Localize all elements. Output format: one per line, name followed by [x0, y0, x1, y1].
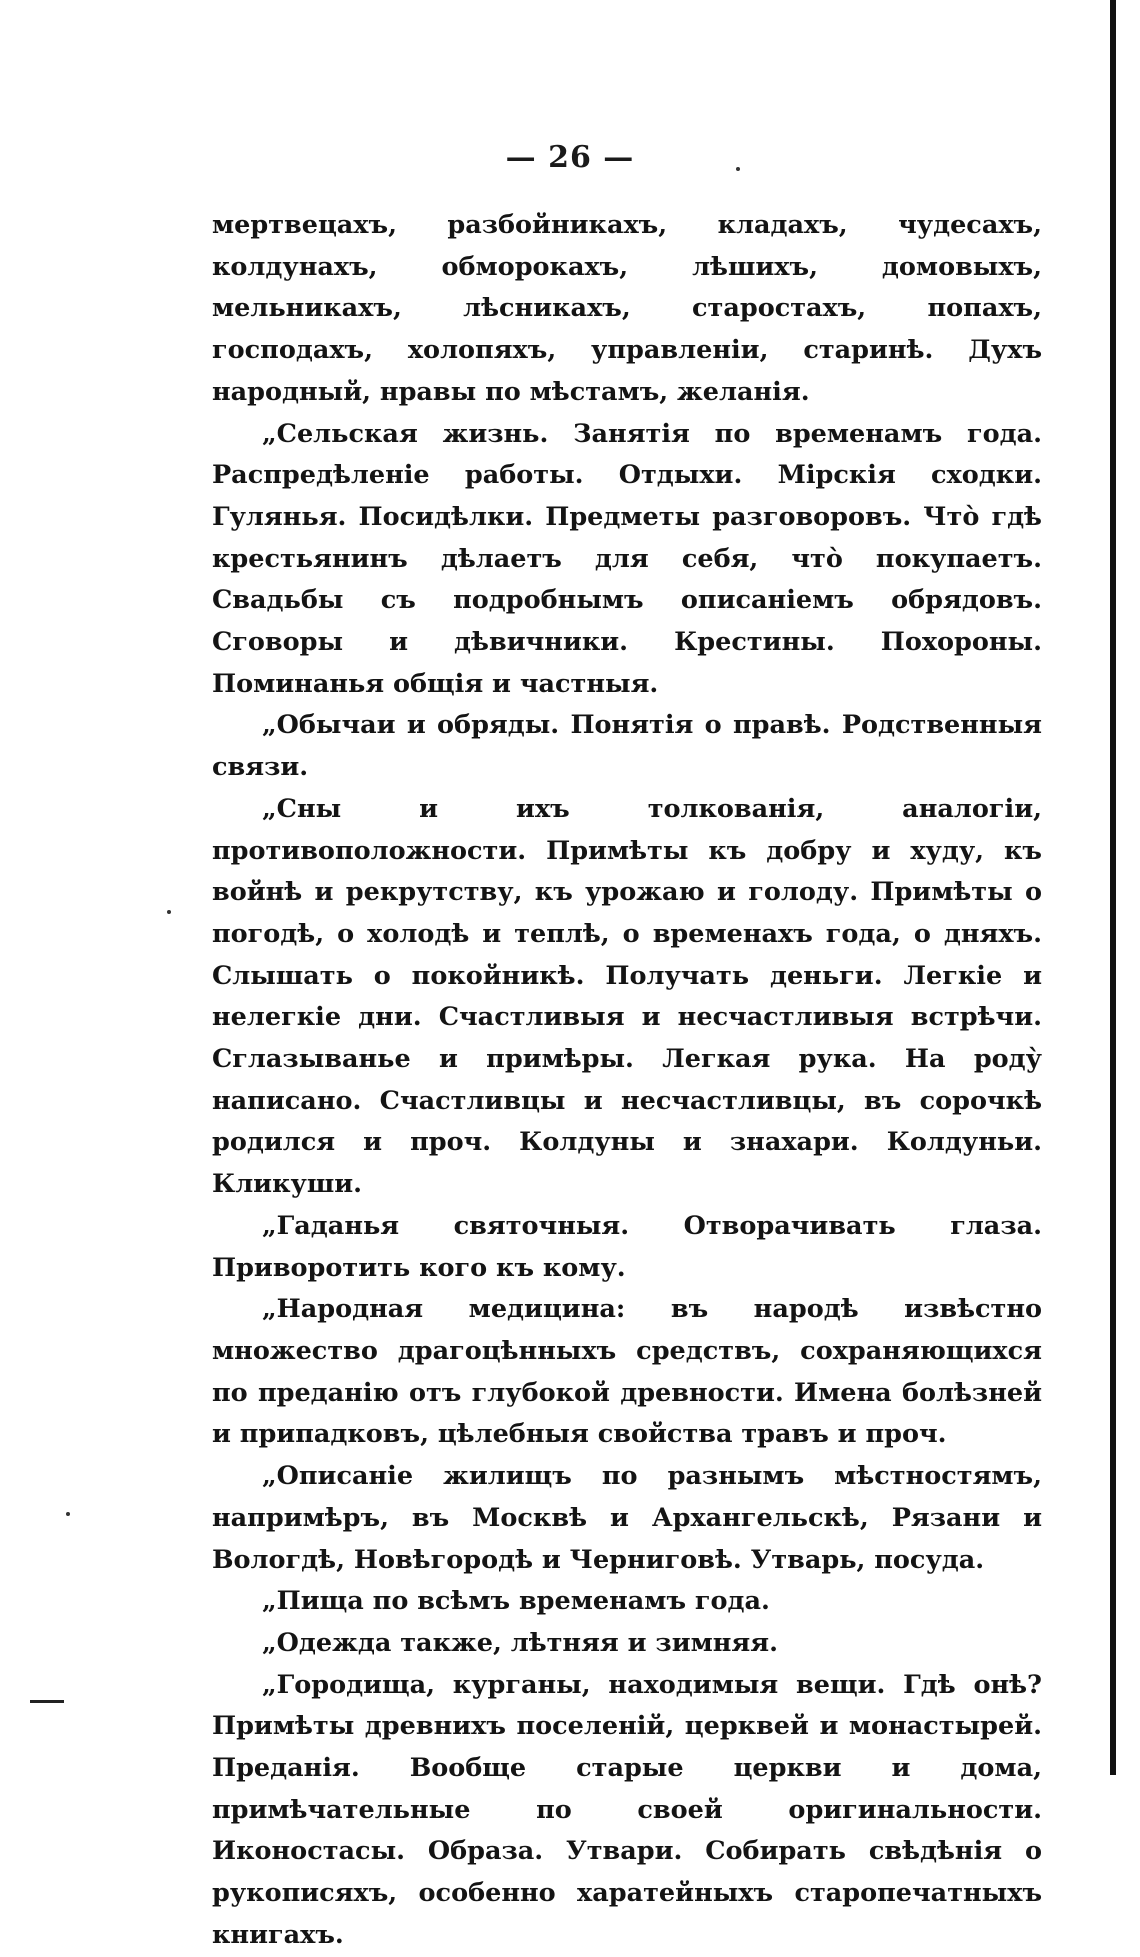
paragraph: „Описаніе жилищъ по разнымъ мѣстностямъ, напримѣръ, въ Москвѣ и Архангельскѣ, Рязани и Вологдѣ, Новѣгородѣ и Черниговѣ. Утварь, посуда.	[212, 1461, 1042, 1575]
scan-speck	[167, 910, 171, 914]
paragraph: „Сельская жизнь. Занятія по временамъ года. Распредѣленіе работы. Отдыхи. Мірскія сходки. Гулянья. Посидѣлки. Предметы разговоровъ. Чтò гдѣ крестьянинъ дѣлаетъ для себя, чтò покупаетъ. Свадьбы съ подробнымъ описаніемъ обрядовъ. Сговоры и дѣвичники. Крестины. Похороны. Поминанья общія и частныя.	[212, 418, 1042, 699]
scan-speck	[736, 167, 740, 171]
page-number: — 26 —	[505, 140, 635, 175]
paragraph: „Обычаи и обряды. Понятія о правѣ. Родственныя связи.	[212, 710, 1042, 783]
paragraph: „Гаданья святочныя. Отворачивать глаза. Приворотить кого къ кому.	[212, 1210, 1042, 1283]
paragraph: „Сны и ихъ толкованія, аналогіи, противоположности. Примѣты къ добру и худу, къ войнѣ и рекрутству, къ урожаю и голоду. Примѣты о погодѣ, о холодѣ и теплѣ, о временахъ года, о дняхъ. Слышать о покойникѣ. Получать деньги. Легкіе и нелегкіе дни. Счастливыя и несчастливыя встрѣчи. Сглазыванье и примѣры. Легкая рука. На роду̀ написано. Счастливцы и несчастливцы, въ сорочкѣ родился и проч. Колдуны и знахари. Колдуньи. Кликуши.	[212, 793, 1042, 1200]
paragraph: „Одежда также, лѣтняя и зимняя.	[262, 1627, 778, 1658]
scan-speck	[66, 1512, 70, 1516]
body-text	[212, 205, 1042, 1957]
paragraph: „Народная медицина: въ народѣ извѣстно множество драгоцѣнныхъ средствъ, сохраняющихся по преданію отъ глубокой древности. Имена болѣзней и припадковъ, цѣлебныя свойства травъ и проч.	[212, 1294, 1042, 1450]
page-edge-rule	[1110, 0, 1116, 1775]
paragraph: „Городища, курганы, находимыя вещи. Гдѣ онѣ? Примѣты древнихъ поселеній, церквей и монастырей. Преданія. Вообще старые церкви и дома, примѣчательные по своей оригинальности. Иконостасы. Образа. Утвари. Собирать свѣдѣнія о рукописяхъ, особенно харатейныхъ старопечатныхъ книгахъ.	[212, 1669, 1042, 1950]
paragraph: мертвецахъ, разбойникахъ, кладахъ, чудесахъ, колдунахъ, обморокахъ, лѣшихъ, домовыхъ, мельникахъ, лѣсникахъ, старостахъ, попахъ, господахъ, холопяхъ, управленіи, старинѣ. Духъ народный, нравы по мѣстамъ, желанія.	[212, 210, 1042, 407]
paragraph: „Пища по всѣмъ временамъ года.	[262, 1586, 770, 1617]
margin-mark	[30, 1700, 64, 1703]
